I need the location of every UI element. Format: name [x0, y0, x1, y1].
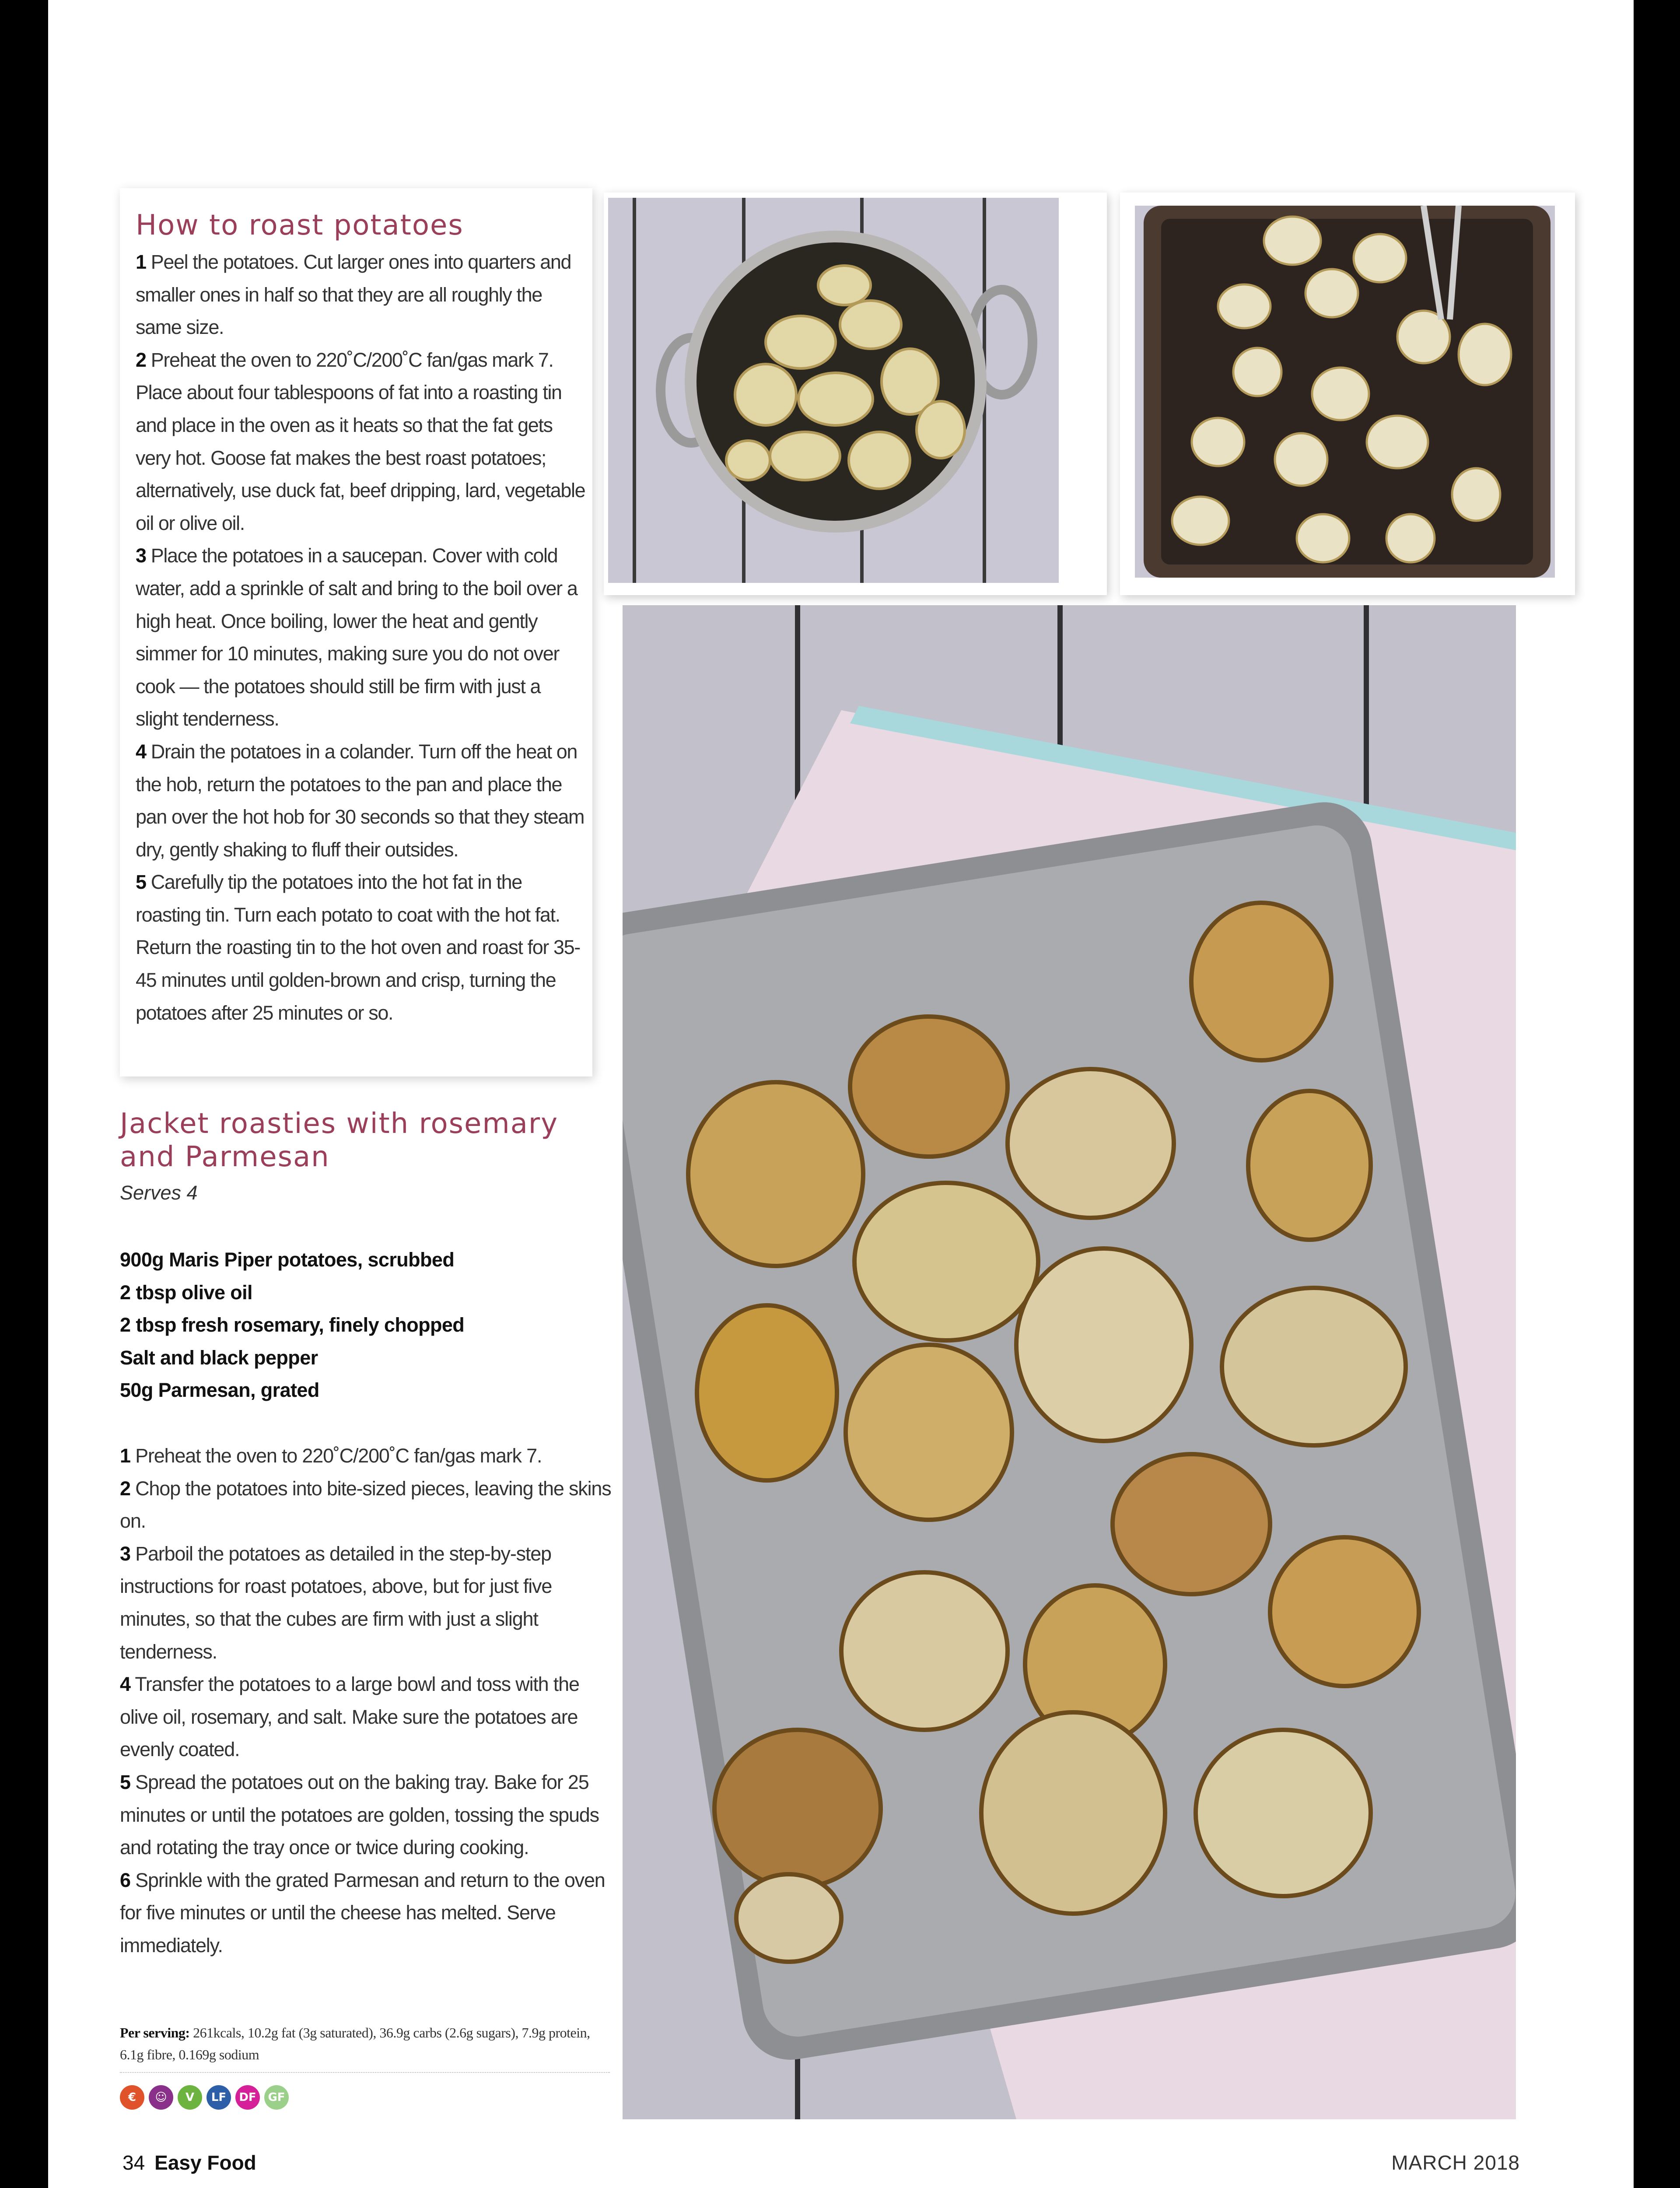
serves: Serves 4	[120, 1182, 198, 1204]
magazine-page	[48, 0, 1634, 2188]
footer-left	[122, 2151, 256, 2174]
ingredients-list	[120, 1244, 464, 1407]
method-step: 5 Spread the potatoes out on the baking tray. Bake for 25 minutes or until the potatoes are golden, tossing the spuds and rotating the tray once or twice during cooking.	[120, 1771, 599, 1859]
how-to-steps	[136, 246, 586, 1029]
how-to-box	[120, 188, 592, 1076]
how-to-step: 2 Preheat the oven to 220˚C/200˚C fan/gas mark 7. Place about four tablespoons of fat into a roasting tin and place in the oven as it heats so that the fat gets very hot. Goose fat makes the best roast potatoes; alternatively, use duck fat, beef dripping, lard, vegetable oil or olive oil.	[136, 348, 585, 534]
method-step: 4 Transfer the potatoes to a large bowl and toss with the olive oil, rosemary, and salt. Make sure the potatoes are evenly coated.	[120, 1673, 579, 1761]
vegetarian-badge-icon: V	[178, 2085, 202, 2110]
kid-friendly-badge-icon: ☺	[149, 2085, 173, 2110]
budget-badge-icon: €	[120, 2085, 144, 2110]
ingredient-item: Salt and black pepper	[120, 1346, 318, 1369]
tray-photo	[1120, 193, 1575, 595]
method-step: 2 Chop the potatoes into bite-sized pieces, leaving the skins on.	[120, 1477, 611, 1532]
nutrition-info: Per serving: 261kcals, 10.2g fat (3g saturated), 36.9g carbs (2.6g sugars), 7.9g protein, 6.1g fibre, 0.169g sodium	[120, 2025, 590, 2062]
diet-badges	[120, 2085, 289, 2110]
ingredient-item: 50g Parmesan, grated	[120, 1379, 319, 1402]
page-number: 34	[122, 2151, 145, 2174]
method-steps	[120, 1440, 614, 1962]
how-to-title: How to roast potatoes	[136, 209, 464, 242]
method-step: 3 Parboil the potatoes as detailed in the step-by-step instructions for roast potatoes, above, but for just five minutes, so that the cubes are firm with just a slight tenderness.	[120, 1542, 552, 1663]
recipe-title: Jacket roasties with rosemary and Parmesan	[120, 1108, 559, 1173]
how-to-step: 1 Peel the potatoes. Cut larger ones into quarters and smaller ones in half so that they are all roughly the same size.	[136, 251, 571, 339]
how-to-step: 5 Carefully tip the potatoes into the hot fat in the roasting tin. Turn each potato to coat with the hot fat. Return the roasting tin to the hot oven and roast for 35-45 minutes until golden-brown and crisp, turning the potatoes after 25 minutes or so.	[136, 871, 580, 1024]
dairy-free-badge-icon: DF	[235, 2085, 260, 2110]
roast-potatoes-photo	[623, 605, 1516, 2119]
tray-photo-image	[1135, 206, 1555, 578]
pot-photo-image	[608, 198, 1059, 583]
how-to-step: 3 Place the potatoes in a saucepan. Cover with cold water, add a sprinkle of salt and bring to the boil over a high heat. Once boiling, lower the heat and gently simmer for 10 minutes, making sure you do not over cook — the potatoes should still be firm with just a slight tenderness.	[136, 544, 578, 730]
issue-date: MARCH 2018	[1391, 2151, 1520, 2174]
gluten-free-badge-icon: GF	[264, 2085, 289, 2110]
method-step: 1 Preheat the oven to 220˚C/200˚C fan/gas mark 7.	[120, 1445, 542, 1467]
how-to-step: 4 Drain the potatoes in a colander. Turn off the heat on the hob, return the potatoes to the pan and place the pan over the hot hob for 30 seconds so that they steam dry, gently shaking to fluff their outsides.	[136, 740, 584, 861]
nutrition-divider	[120, 2072, 610, 2073]
low-fat-badge-icon: LF	[206, 2085, 231, 2110]
ingredient-item: 2 tbsp fresh rosemary, finely chopped	[120, 1314, 465, 1336]
pot-photo	[604, 193, 1107, 595]
ingredient-item: 900g Maris Piper potatoes, scrubbed	[120, 1248, 455, 1271]
ingredient-item: 2 tbsp olive oil	[120, 1281, 252, 1304]
method-step: 6 Sprinkle with the grated Parmesan and return to the oven for five minutes or until the cheese has melted. Serve immediately.	[120, 1869, 605, 1957]
magazine-name: Easy Food	[154, 2151, 256, 2174]
